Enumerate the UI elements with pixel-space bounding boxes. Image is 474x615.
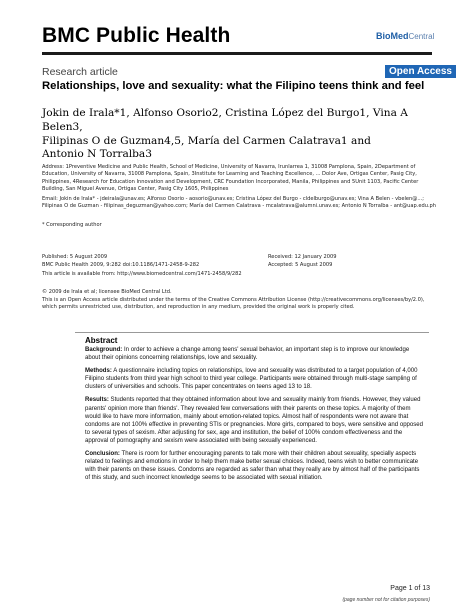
license-text: This is an Open Access article distributed under the terms of the Creative Commons Attribution License (http://creativecommons.org/licenses/by/2.0), which permits unrestricted use, distribution, and reproduction in any medium, provided the original work is properly cited. xyxy=(42,296,425,310)
header-rule xyxy=(42,52,432,55)
author-emails: Email: Jokin de Irala* - jdeirala@unav.es; Alfonso Osorio - aosorio@unav.es; Cristina López del Burgo - cldelburgo@unav.es; Vina A Belen - vbelen@...; Filipinas O de Guzman - filipinas_deguzman@yahoo.com; María del Carmen Calatrava - mcalatrava@alumni.unav.es; Antonio N Torralba - ant@uap.edu.ph xyxy=(42,196,437,210)
article-type: Research article xyxy=(42,66,118,78)
abstract-conclusion xyxy=(85,450,425,482)
copyright-block xyxy=(42,289,438,312)
article-title: Relationships, love and sexuality: what the Filipino teens think and feel xyxy=(42,80,425,92)
accepted-date: Accepted: 5 August 2009 xyxy=(268,262,333,268)
journal-title: BMC Public Health xyxy=(42,24,231,47)
abstract-background-label: Background: xyxy=(85,347,123,353)
received-date: Received: 12 January 2009 xyxy=(268,254,337,260)
abstract-conclusion-text: There is room for further encouraging parents to talk more with their children about sexuality, specially aspects related to feelings and emotions in order to help them make better sexual choices. Indeed, teens wish to better communicate with their parents on these issues. Condoms are regarded as safer than what they really are by almost half of the participants of this study, and such incorrect knowledge seems to be associated with sexual initiation. xyxy=(85,451,420,482)
page-number-note: (page number not for citation purposes) xyxy=(342,597,430,603)
published-date: Published: 5 August 2009 xyxy=(42,254,108,260)
citation: BMC Public Health 2009, 9:282 doi:10.1186/1471-2458-9-282 xyxy=(42,262,200,268)
abstract-background xyxy=(85,346,425,362)
open-access-badge: Open Access xyxy=(385,65,456,78)
received-info xyxy=(268,253,428,269)
abstract-conclusion-label: Conclusion: xyxy=(85,451,120,458)
abstract-methods-text: A questionnaire including topics on relationships, love and sexuality was distributed to a target population of 4,000 Filipino students from third year high school to third year college. Participants were obtained through multi-stage sampling of clusters of universities and schools. This paper concentrates on teens aged 13 to 18. xyxy=(85,368,418,391)
abstract-methods-label: Methods: xyxy=(85,368,112,375)
abstract-results-label: Results: xyxy=(85,397,109,404)
copyright-line: © 2009 de Irala et al; licensee BioMed Central Ltd. xyxy=(42,289,172,295)
abstract-methods xyxy=(85,367,425,391)
abstract-box xyxy=(75,332,429,572)
abstract-background-text: In order to achieve a change among teens' sexual behavior, an important step is to improve our knowledge about their opinions concerning relationships, love and sexuality. xyxy=(85,347,410,362)
publisher-logo-rest: Central xyxy=(408,32,435,41)
corresponding-author-note: * Corresponding author xyxy=(42,222,102,228)
abstract-results xyxy=(85,396,425,445)
publisher-logo xyxy=(376,31,434,41)
publisher-logo-bold: BioMed xyxy=(376,31,409,41)
author-list xyxy=(42,107,437,162)
article-url[interactable]: This article is available from: http://www.biomedcentral.com/1471-2458/9/282 xyxy=(42,271,242,277)
affiliations: Address: 1Preventive Medicine and Public Health, School of Medicine, University of Navarra, Irunlarrea 1, 31008 Pamplona, Spain, 2Department of Education, University of Navarra, 31008 Pamplona, Spain, 3Institute for Learning and Teaching Excellence, ... Dolor Ave, Ortigas Center, Pasig City, Philippines, 4Research for Education Innovation and Development, CRC Foundation Incorporated, Manila, Philippines and 5Unit 1103, Pacific Center Building, San Miguel Avenue, Ortigas Center, Pasig City 1605, Philippines xyxy=(42,164,419,193)
abstract-rule xyxy=(75,332,429,333)
abstract-heading: Abstract xyxy=(85,336,118,345)
author-line: Jokin de Irala*1, Alfonso Osorio2, Cristina López del Burgo1, Vina A Belen3, xyxy=(42,107,408,133)
author-line: Filipinas O de Guzman4,5, María del Carmen Calatrava1 and xyxy=(42,134,371,147)
author-line: Antonio N Torralba3 xyxy=(42,148,152,161)
abstract-results-text: Students reported that they obtained information about love and sexuality mainly from friends. However, they valued parents' opinion more than friends'. They revealed few conversations with their parents on these topics. A majority of them would like to have more information, mainly about emotion-related topics. Almost half of respondents were not aware that condoms are not 100% effective in preventing STIs or pregnancies. More girls, compared to boys, were sensitive and opposed to several types of sexism. After adjusting for sex, age and institution, the belief of 100% condom effectiveness and the approval of pornography and sexism were associated with being sexually experienced. xyxy=(85,397,424,444)
publication-info xyxy=(42,253,222,269)
abstract-body xyxy=(85,346,425,487)
page-number: Page 1 of 13 xyxy=(390,585,430,592)
